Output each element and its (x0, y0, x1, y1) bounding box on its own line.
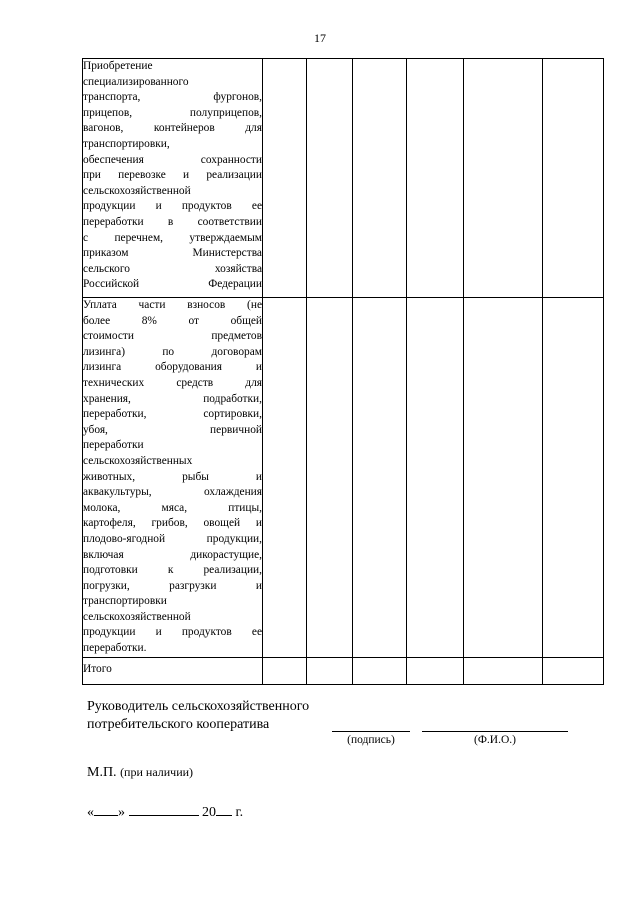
table-cell (263, 657, 307, 684)
table-cell (353, 59, 407, 298)
description-line: погрузки, разгрузки и (83, 579, 262, 592)
row-description-cell (83, 298, 263, 658)
description-line: стоимости предметов (83, 330, 262, 343)
total-label: Итого (83, 662, 112, 675)
description-line: молока, мяса, птицы, (83, 501, 262, 514)
total-row (83, 657, 604, 684)
row-description (83, 59, 262, 293)
description-line: Уплата части взносов (не (83, 299, 262, 311)
table-cell (464, 657, 543, 684)
description-line: вагонов, контейнеров для (83, 122, 262, 135)
stamp-note: (при наличии) (120, 765, 194, 779)
signature-title-line2: потребительского кооператива (87, 717, 270, 732)
description-line: переработки в соответствии (83, 215, 262, 228)
table-cell (263, 59, 307, 298)
description-line: лизинга оборудования и (83, 361, 262, 374)
table-cell (543, 298, 604, 658)
description-line: технических средств для (83, 376, 262, 389)
description-line: переработки (83, 439, 144, 452)
name-line (422, 731, 568, 732)
description-line: сельского хозяйства (83, 262, 262, 275)
table-row (83, 59, 604, 298)
table-cell (263, 298, 307, 658)
description-line: транспортировки, (83, 137, 170, 150)
description-line: включая дикорастущие, (83, 548, 262, 561)
description-line: плодово-ягодной продукции, (83, 532, 262, 545)
date-close-quote: » (118, 805, 125, 820)
description-line: хранения, подработки, (83, 392, 262, 405)
description-line: переработки. (83, 642, 147, 655)
table-cell (407, 59, 464, 298)
table-cell (307, 657, 353, 684)
page-number: 17 (314, 31, 326, 45)
date-line (87, 801, 243, 821)
description-line: убоя, первичной (83, 423, 262, 436)
table-cell (464, 298, 543, 658)
description-line: транспорта, фургонов, (83, 91, 262, 104)
date-open-quote: « (87, 805, 94, 820)
total-cell (83, 657, 263, 684)
stamp-label: М.П. (87, 765, 117, 780)
description-line: при перевозке и реализации (83, 169, 262, 182)
description-line: продукции и продуктов ее (83, 200, 262, 213)
description-line: более 8% от общей (83, 314, 262, 327)
table-cell (543, 59, 604, 298)
description-line: сельскохозяйственных (83, 454, 193, 467)
description-line: продукции и продуктов ее (83, 626, 262, 639)
description-line: приказом Министерства (83, 247, 262, 260)
table-cell (353, 298, 407, 658)
description-line: переработки, сортировки, (83, 408, 262, 421)
description-line: специализированного (83, 75, 189, 88)
year-blank (216, 801, 232, 816)
description-line: обеспечения сохранности (83, 153, 262, 166)
row-description (83, 298, 262, 657)
row-description-cell (83, 59, 263, 298)
day-blank (94, 801, 118, 816)
signature-line (332, 731, 410, 732)
description-line: животных, рыбы и (83, 470, 262, 483)
table-cell (543, 657, 604, 684)
description-line: лизинга) по договорам (83, 345, 262, 358)
description-line: картофеля, грибов, овощей и (83, 517, 262, 530)
description-line: сельскохозяйственной (83, 610, 191, 623)
description-line: сельскохозяйственной (83, 184, 191, 197)
table-cell (464, 59, 543, 298)
table-cell (407, 657, 464, 684)
data-table (82, 58, 604, 685)
year-suffix: г. (235, 805, 244, 820)
year-prefix: 20 (202, 805, 216, 820)
description-line: прицепов, полуприцепов, (83, 106, 262, 119)
signature-title (87, 698, 309, 734)
table-cell (307, 59, 353, 298)
description-line: Российской Федерации (83, 278, 262, 291)
table-cell (307, 298, 353, 658)
signature-title-line1: Руководитель сельскохозяйственного (87, 699, 310, 714)
description-line: транспортировки (83, 595, 167, 608)
table-row (83, 298, 604, 658)
stamp-place (87, 765, 193, 781)
description-line: аквакультуры, охлаждения (83, 486, 262, 499)
name-caption: (Ф.И.О.) (474, 734, 516, 746)
description-line: Приобретение (83, 60, 153, 72)
table-cell (407, 298, 464, 658)
description-line: подготовки к реализации, (83, 564, 262, 577)
table-cell (353, 657, 407, 684)
description-line: с перечнем, утверждаемым (83, 231, 262, 244)
month-blank (129, 801, 199, 816)
signature-caption: (подпись) (347, 734, 395, 746)
